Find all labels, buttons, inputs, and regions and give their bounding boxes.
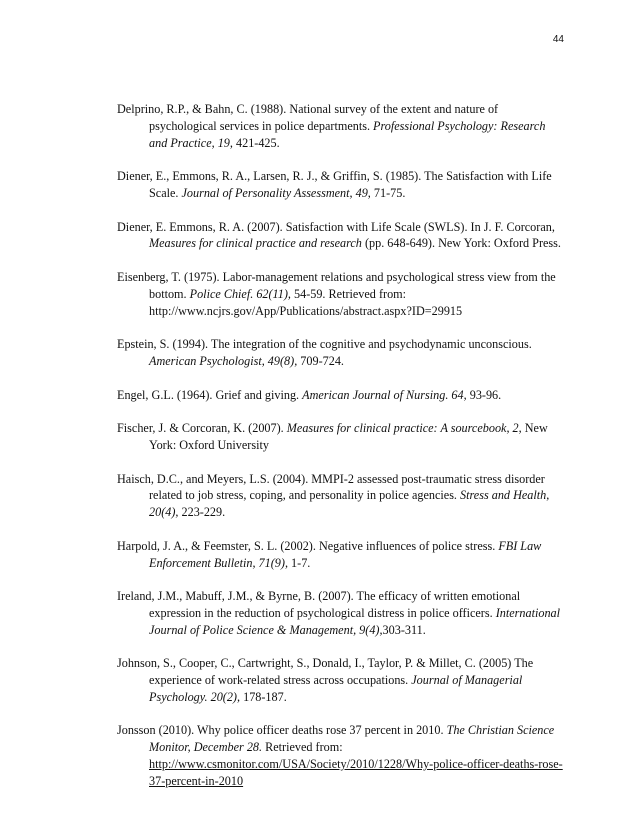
reference-text: Johnson, S., Cooper, C., Cartwright, S., Donald, I., Taylor, P. & Millet, C. (2005) The experience of work-related stress across occupations. [117, 656, 534, 688]
reference-source: Stress and Health, 20(4), [149, 488, 550, 520]
reference-source: Measures for clinical practice and research [149, 236, 362, 251]
reference-text: Diener, E. Emmons, R. A. (2007). Satisfaction with Life Scale (SWLS). In J. F. Corcoran, [117, 219, 555, 234]
reference-entry [117, 655, 565, 705]
reference-pages: Retrieved from: [262, 740, 343, 755]
reference-pages: 303-311. [382, 622, 426, 637]
reference-text: Jonsson (2010). Why police officer deaths rose 37 percent in 2010. [117, 723, 447, 738]
reference-pages: 1-7. [288, 555, 311, 570]
reference-source: American Psychologist, 49(8), [149, 353, 298, 368]
reference-source: FBI Law Enforcement Bulletin, 71(9), [149, 538, 542, 570]
reference-source: American Journal of Nursing. 64, [302, 387, 467, 402]
page-number: 44 [552, 34, 564, 45]
reference-text: Delprino, R.P., & Bahn, C. (1988). National survey of the extent and nature of psychological services in police departments. [117, 102, 499, 133]
reference-entry [117, 387, 565, 404]
reference-text: Fischer, J. & Corcoran, K. (2007). [117, 421, 287, 436]
reference-entry [117, 336, 565, 370]
reference-source: International Journal of Police Science & Management, 9(4), [149, 605, 561, 637]
reference-entry [117, 168, 565, 202]
reference-pages: (pp. 648-649). New York: Oxford Press. [361, 236, 561, 251]
reference-pages: 71-75. [370, 185, 406, 200]
reference-pages: 223-229. [178, 505, 226, 520]
reference-entry [117, 219, 565, 253]
reference-source: Journal of Managerial Psychology. 20(2), [149, 673, 523, 704]
reference-source: Journal of Personality Assessment, 49, [181, 185, 371, 200]
reference-entry [117, 722, 565, 789]
reference-pages: 709-724. [297, 353, 344, 368]
reference-pages: 54-59. Retrieved from: http://www.ncjrs.gov/App/Publications/abstract.aspx?ID=29915 [149, 286, 463, 318]
reference-text: Haisch, D.C., and Meyers, L.S. (2004). MMPI-2 assessed post-traumatic stress disorder related to job stress, coping, and personality in police agencies. [117, 471, 545, 503]
reference-pages: New York: Oxford University [149, 421, 548, 452]
reference-entry [117, 471, 565, 521]
reference-source: Measures for clinical practice: A sourcebook, 2, [286, 421, 522, 436]
reference-entry [117, 101, 565, 151]
reference-list [117, 101, 565, 806]
reference-text: Diener, E., Emmons, R. A., Larsen, R. J., & Griffin, S. (1985). The Satisfaction with Life Scale. [117, 169, 552, 200]
reference-entry [117, 420, 565, 454]
reference-text: Epstein, S. (1994). The integration of the cognitive and psychodynamic unconscious. [117, 337, 532, 352]
reference-text: Harpold, J. A., & Feemster, S. L. (2002). Negative influences of police stress. [117, 538, 499, 553]
reference-source: Professional Psychology: Research and Practice, 19, [149, 118, 546, 150]
reference-text: Ireland, J.M., Mabuff, J.M., & Byrne, B. (2007). The efficacy of written emotional expression in the reduction of psychological distress in police officers. [117, 589, 521, 620]
reference-text: Eisenberg, T. (1975). Labor-management relations and psychological stress view from the bottom. [117, 269, 556, 301]
reference-text: Engel, G.L. (1964). Grief and giving. [117, 387, 303, 402]
reference-entry [117, 538, 565, 572]
reference-source: The Christian Science Monitor, December 28. [149, 723, 555, 755]
reference-source: Police Chief. 62(11), [189, 286, 291, 301]
reference-entry [117, 588, 565, 638]
reference-pages: 178-187. [240, 689, 287, 704]
reference-url[interactable]: http://www.csmonitor.com/USA/Society/2010/1228/Why-police-officer-deaths-rose-37-percent-in-2010 [149, 757, 563, 788]
reference-pages: 93-96. [466, 387, 502, 402]
reference-pages: 421-425. [232, 135, 280, 150]
reference-entry [117, 269, 565, 319]
